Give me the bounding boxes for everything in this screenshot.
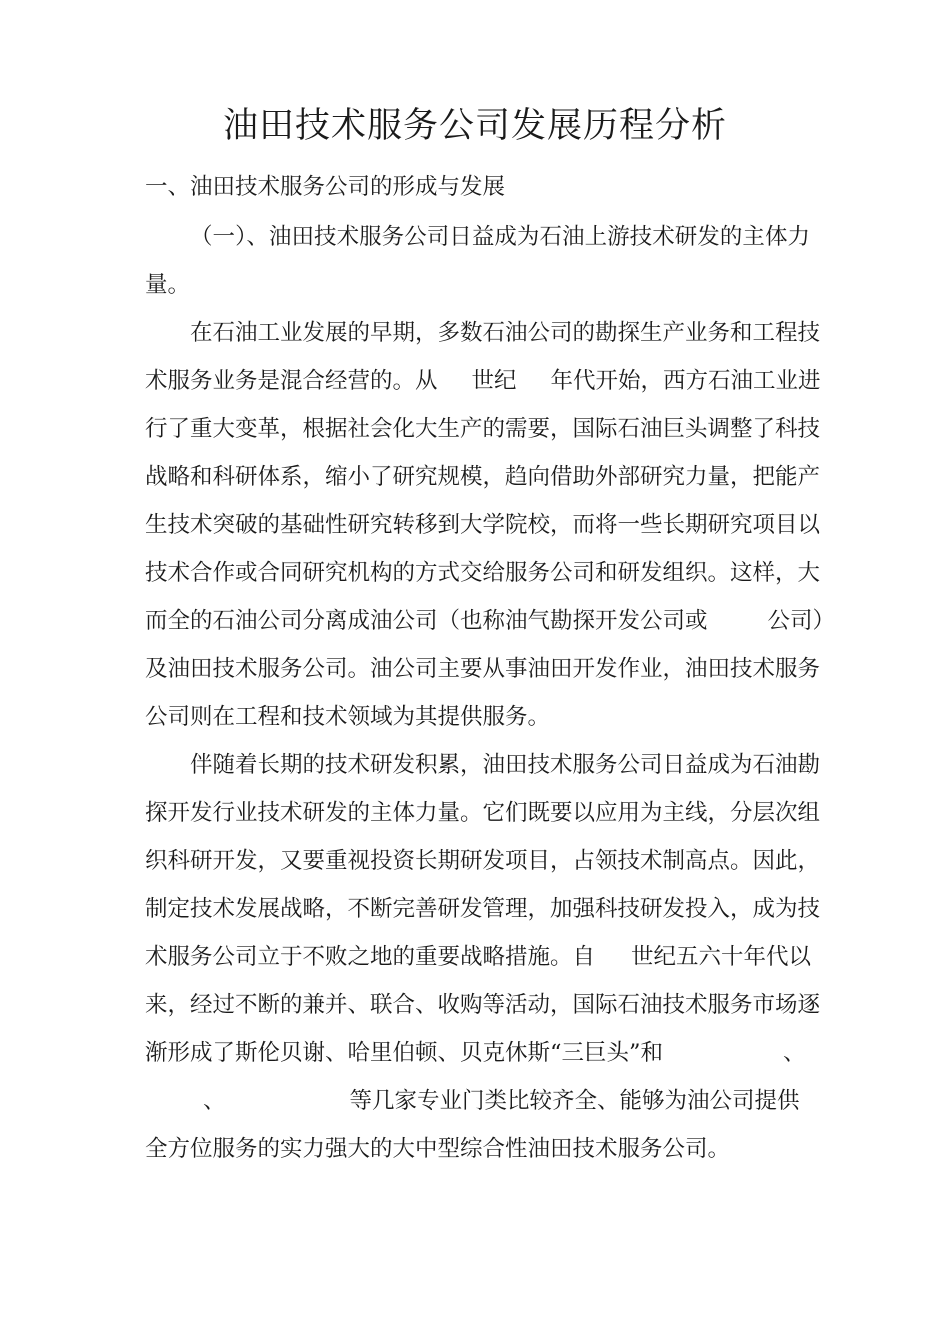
paragraph-line [145, 940, 810, 974]
paragraph-text-run: 年代开始，西方石油工业进 [550, 368, 821, 394]
paragraph-line [145, 364, 821, 398]
paragraph-text-run: 渐形成了斯伦贝谢、哈里伯顿、贝克休斯“三巨头”和 [145, 1040, 664, 1066]
paragraph-line: 在石油工业发展的早期，多数石油公司的勘探生产业务和工程技 [190, 320, 821, 346]
paragraph-text-run: 、 [783, 1040, 806, 1066]
paragraph-line: 制定技术发展战略，不断完善研发管理，加强科技研发投入，成为技 [145, 896, 821, 922]
paragraph-line: 生技术突破的基础性研究转移到大学院校，而将一些长期研究项目以 [145, 512, 821, 538]
paragraph-line [145, 1036, 810, 1070]
document-title: 油田技术服务公司发展历程分析 [222, 106, 727, 146]
paragraph-line: 战略和科研体系，缩小了研究规模，趋向借助外部研究力量，把能产 [145, 464, 821, 490]
paragraph-text-run: 世纪 [471, 368, 517, 394]
paragraph-line: 行了重大变革，根据社会化大生产的需要，国际石油巨头调整了科技 [145, 416, 821, 442]
paragraph-text-run: 公司） [767, 608, 836, 634]
paragraph-text-run: 而全的石油公司分离成油公司（也称油气勘探开发公司或 [145, 608, 708, 634]
paragraph-line: 来，经过不断的兼并、联合、收购等活动，国际石油技术服务市场逐 [145, 992, 821, 1018]
subsection-heading-line: 量。 [145, 272, 191, 298]
subsection-heading-line: （一）、油田技术服务公司日益成为石油上游技术研发的主体力 [190, 224, 810, 250]
paragraph-line: 伴随着长期的技术研发积累，油田技术服务公司日益成为石油勘 [190, 752, 821, 778]
paragraph-text-run: 等几家专业门类比较齐全、能够为油公司提供 [349, 1088, 800, 1114]
paragraph-line: 技术合作或合同研究机构的方式交给服务公司和研发组织。这样，大 [145, 560, 821, 586]
paragraph-text-run: 世纪五六十年代以 [631, 944, 812, 970]
paragraph-text-run: 、 [203, 1088, 226, 1114]
paragraph-line: 全方位服务的实力强大的大中型综合性油田技术服务公司。 [145, 1136, 731, 1162]
paragraph-line [145, 1084, 810, 1118]
paragraph-line: 探开发行业技术研发的主体力量。它们既要以应用为主线，分层次组 [145, 800, 821, 826]
paragraph-line: 及油田技术服务公司。油公司主要从事油田开发作业，油田技术服务 [145, 656, 821, 682]
paragraph-line: 公司则在工程和技术领域为其提供服务。 [145, 704, 551, 730]
paragraph-line [145, 604, 836, 638]
paragraph-text-run: 术服务业务是混合经营的。从 [145, 368, 438, 394]
section-heading: 一、油田技术服务公司的形成与发展 [145, 174, 506, 200]
paragraph-line: 织科研开发，又要重视投资长期研发项目，占领技术制高点。因此， [145, 848, 821, 874]
paragraph-text-run: 术服务公司立于不败之地的重要战略措施。自 [145, 944, 596, 970]
